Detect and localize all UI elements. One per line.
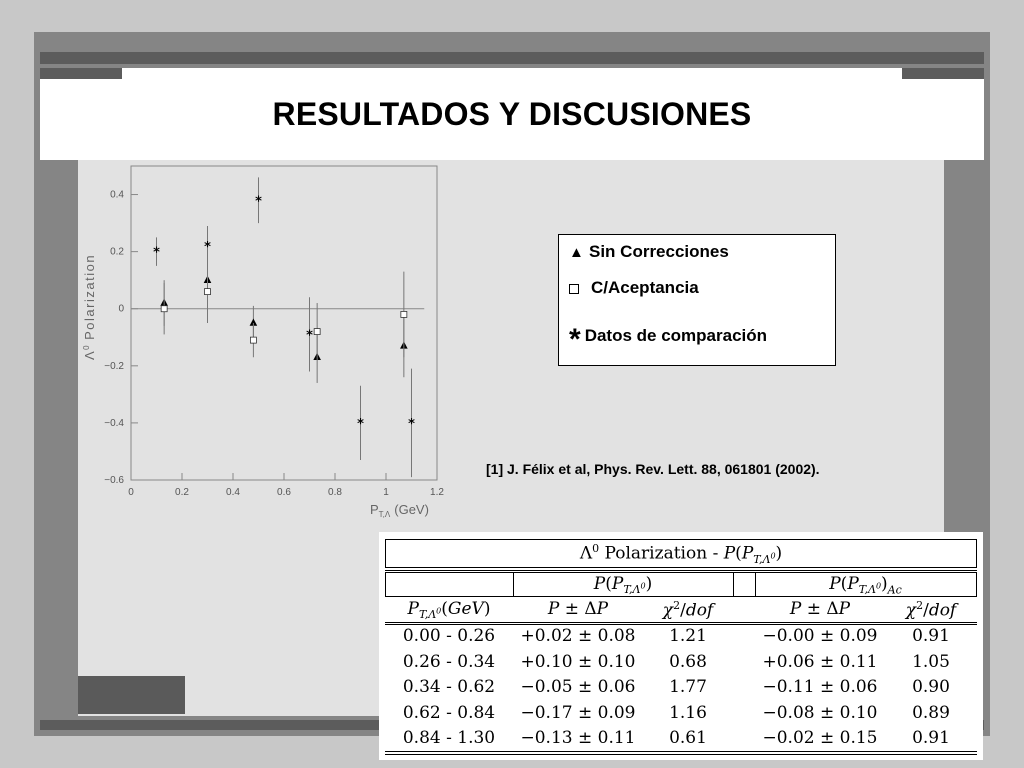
table-cell: 1.16 — [669, 702, 707, 723]
table-cell: 0.61 — [669, 728, 707, 748]
title-panel — [40, 68, 984, 160]
table-cell: 0.90 — [912, 677, 950, 697]
col-header-chi2: $\chi^2$/dof — [662, 599, 714, 621]
right-decor-bar — [902, 68, 984, 79]
col-header-p-ac: P ± ΔP — [789, 599, 851, 619]
table-cell: −0.11 ± 0.06 — [762, 677, 878, 697]
y-tick-label: 0.4 — [110, 189, 124, 201]
x-axis-label: $P_{T,\Lambda}$ (GeV) — [370, 502, 429, 519]
legend-star-label: Datos de comparación — [584, 326, 768, 345]
y-tick-label: 0 — [118, 303, 124, 315]
chart-legend — [558, 234, 836, 366]
reference-citation: [1] J. Félix et al, Phys. Rev. Lett. 88, 061801 (2002). — [486, 461, 820, 477]
table-cell: −0.08 ± 0.10 — [762, 702, 878, 723]
x-tick-label: 0.4 — [226, 487, 240, 498]
polarization-table — [379, 532, 983, 760]
table-cell: −0.13 ± 0.11 — [520, 728, 636, 748]
x-tick-label: 1 — [383, 487, 389, 498]
legend-triangle-label: Sin Correcciones — [589, 242, 729, 261]
plot-frame — [131, 166, 437, 480]
legend-item-square — [569, 278, 699, 298]
star-point: * — [153, 245, 160, 261]
col-header-p: P ± ΔP — [547, 599, 609, 619]
col-header-range: $P_{T,\Lambda^0}(GeV)$ — [407, 599, 491, 622]
legend-item-triangle — [569, 242, 729, 262]
table-cell: −0.02 ± 0.15 — [762, 728, 878, 748]
star-marker-icon: * — [569, 323, 581, 356]
y-axis-label: $\Lambda^0Polarization$ — [82, 253, 97, 360]
top-decor-bar — [40, 52, 984, 64]
legend-square-label: C/Aceptancia — [591, 278, 699, 297]
table-cell: 1.05 — [912, 651, 950, 672]
table-title: $\Lambda^0$ Polarization - $P(P_{T,\Lambda^0})$ — [579, 542, 783, 567]
polarization-chart — [78, 160, 458, 530]
star-point: * — [255, 194, 262, 210]
y-tick-label: 0.2 — [110, 246, 124, 258]
table-cell: 1.77 — [669, 677, 707, 697]
table-cell: +0.10 ± 0.10 — [520, 651, 636, 672]
y-tick-label: −0.4 — [104, 417, 124, 429]
star-point: * — [306, 328, 313, 344]
group-header-right: $P(P_{T,\Lambda^0})_{Ac}$ — [829, 574, 902, 597]
star-point: * — [408, 416, 415, 432]
x-tick-label: 0.6 — [277, 487, 291, 498]
table-cell: −0.00 ± 0.09 — [762, 626, 878, 646]
square-marker-icon — [569, 284, 579, 294]
table-cell: 0.91 — [912, 626, 950, 646]
square-point — [161, 306, 167, 312]
star-point: * — [357, 416, 364, 432]
table-cell: 0.62 - 0.84 — [402, 702, 496, 723]
x-tick-label: 1.2 — [430, 487, 444, 498]
table-cell: 1.21 — [669, 626, 707, 646]
group-header-left: $P(P_{T,\Lambda^0})$ — [593, 574, 653, 597]
table-cell: 0.84 - 1.30 — [402, 728, 496, 748]
table-cell: −0.17 ± 0.09 — [520, 702, 636, 723]
table-cell: 0.89 — [912, 702, 950, 723]
legend-item-star — [569, 323, 767, 357]
table-cell: 0.34 - 0.62 — [402, 677, 496, 697]
square-point — [250, 337, 256, 343]
slide-title: RESULTADOS Y DISCUSIONES — [272, 96, 752, 132]
square-point — [314, 329, 320, 335]
star-point: * — [204, 239, 211, 255]
table-cell: −0.05 ± 0.06 — [520, 677, 636, 697]
y-tick-label: −0.6 — [104, 475, 124, 486]
table-cell: 0.00 - 0.26 — [402, 626, 496, 646]
y-tick-label: −0.2 — [104, 360, 124, 372]
table-cell: +0.02 ± 0.08 — [520, 626, 636, 646]
col-header-chi2-ac: $\chi^2$/dof — [905, 599, 957, 621]
table-cell: +0.06 ± 0.11 — [762, 651, 878, 672]
corner-decor-box — [78, 676, 185, 714]
left-decor-bar — [40, 68, 122, 79]
x-tick-label: 0.8 — [328, 487, 342, 498]
x-tick-label: 0 — [128, 487, 134, 498]
square-point — [205, 289, 211, 295]
triangle-marker-icon: ▲ — [569, 244, 584, 261]
table-cell: 0.26 - 0.34 — [402, 651, 496, 672]
table-cell: 0.91 — [912, 728, 950, 748]
x-tick-label: 0.2 — [175, 487, 189, 498]
table-cell: 0.68 — [669, 651, 707, 672]
square-point — [401, 311, 407, 317]
